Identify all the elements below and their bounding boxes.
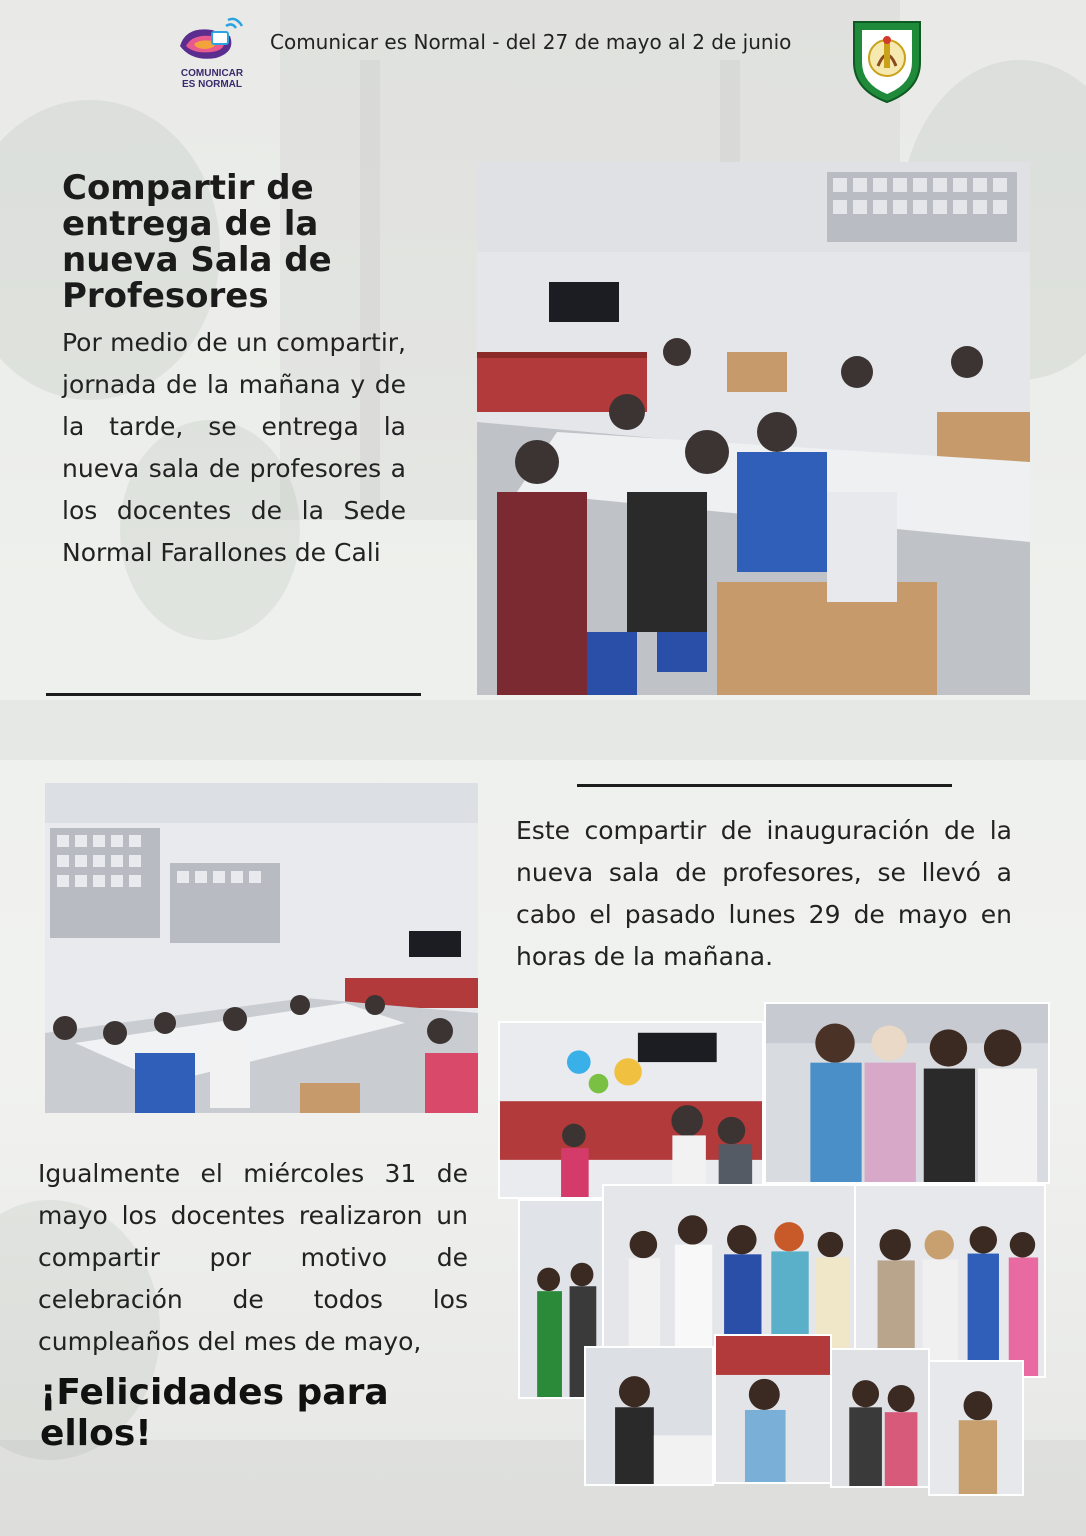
collage-photo-group-women [764, 1002, 1050, 1184]
collage-photo-group-center [602, 1184, 856, 1352]
intro-paragraph: Por medio de un compartir, jornada de la mañana y de la tarde, se entrega la nueva sala de profesores a los docentes de la Sede Normal Farallones de Cali [62, 328, 406, 567]
collage-photo-bottom-center [714, 1334, 832, 1484]
teachers-room-photo-secondary [45, 783, 478, 1113]
inauguration-paragraph: Este compartir de inauguración de la nueva sala de profesores, se llevó a cabo el pasado lunes 29 de mayo en horas de la mañana. [516, 816, 1012, 971]
page-header-title: Comunicar es Normal - del 27 de mayo al 2 de junio [270, 30, 792, 54]
collage-photo-bottom-right [830, 1348, 930, 1488]
broadcast-icon [172, 16, 252, 68]
collage-photo-bottom-left [584, 1346, 714, 1486]
teachers-room-photo-main [477, 162, 1030, 695]
congratulations-heading: ¡Felicidades para ellos! [40, 1372, 389, 1454]
birthday-paragraph: Igualmente el miércoles 31 de mayo los docentes realizaron un compartir por motivo de celebración de todos los cumpleaños del mes de mayo, [38, 1159, 468, 1356]
collage-photo-bottom-far-right [928, 1360, 1024, 1496]
section-divider-2 [577, 784, 952, 787]
article-title: Compartir de entrega de la nueva Sala de Profesores [62, 168, 332, 316]
logo-wordmark: COMUNICAR ES NORMAL [180, 68, 244, 90]
section-divider-1 [46, 693, 421, 696]
collage-photo-decorations [498, 1021, 764, 1199]
school-crest-icon [848, 16, 926, 104]
comunicar-es-normal-logo [172, 16, 252, 98]
